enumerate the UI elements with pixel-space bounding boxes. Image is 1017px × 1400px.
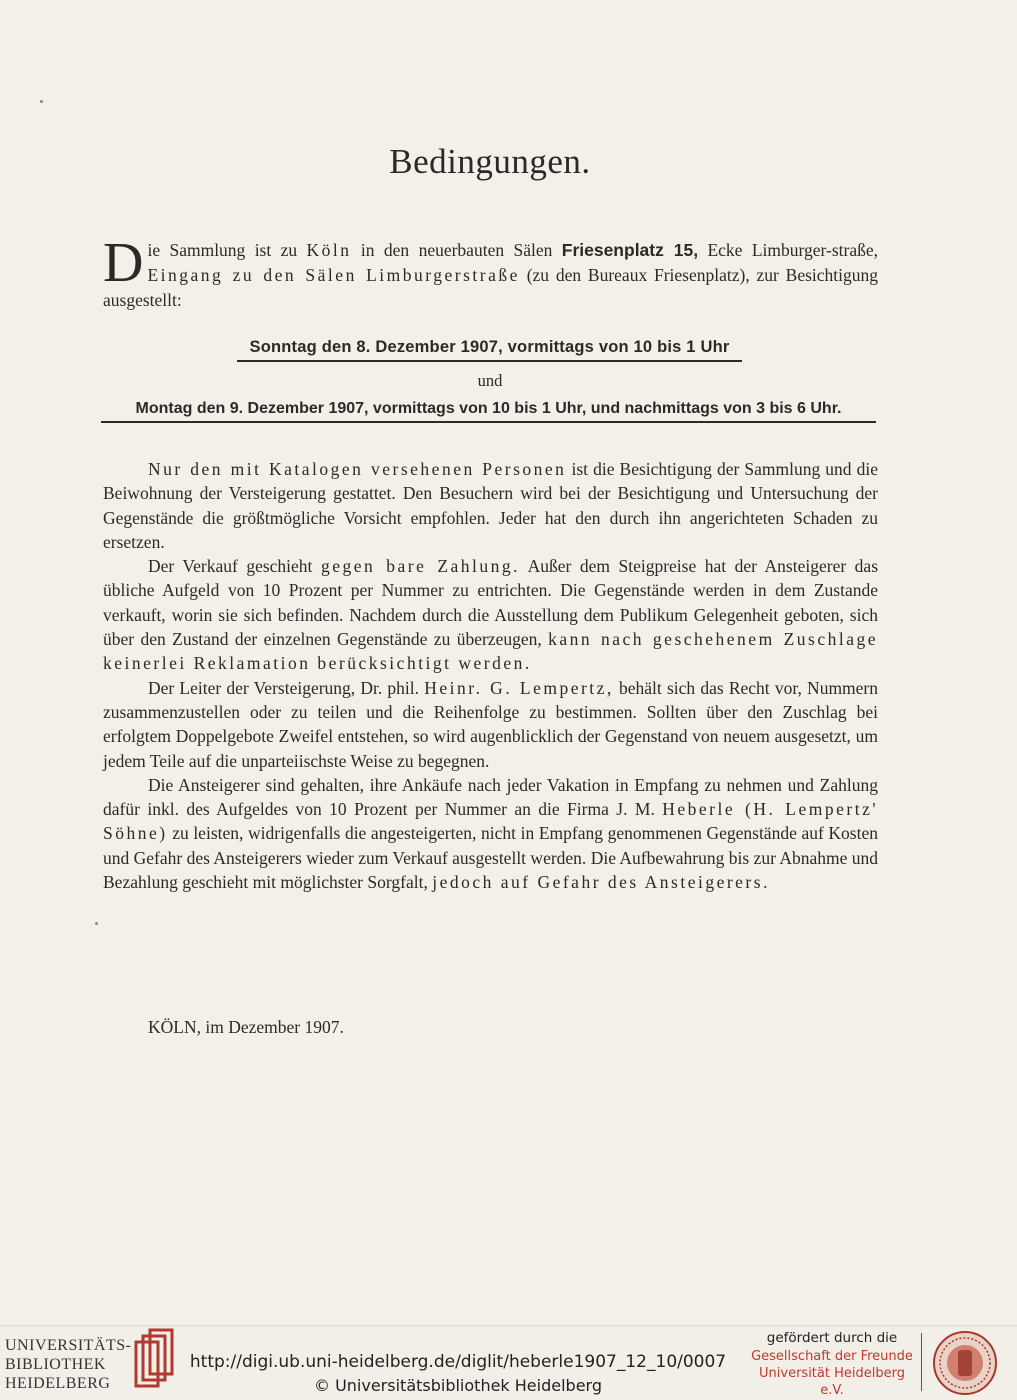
schedule-connector: und [477,371,503,390]
paragraph-viewing: Nur den mit Katalogen versehenen Personen ist die Besichtigung der Sammlung und die Beiwohnung der Versteigerung gestattet. Den Besuchern wird bei der Besichtigung und Untersuchung der Gegenstände die größtmögliche Vorsicht empfohlen. Jeder hat den durch ihn angerichteten Schaden zu ersetzen. [103,459,878,552]
paragraph-auctioneer: Der Leiter der Versteigerung, Dr. phil. Heinr. G. Lempertz, behält sich das Recht vor, Nummern zusammenzustellen oder zu teilen und die Reihenfolge zu bestimmen. Sollten über den Zuschlag bei erfolgtem Doppelgebote Zweifel entstehen, so wird augenblicklich der Gegenstand von neuem ausgesetzt, um jedem Teile auf die unparteiischste Weise zu begegnen. [103,677,879,771]
sponsor-label: gefördert durch die [766,1330,898,1346]
intro-paragraph: Die Sammlung ist zu Köln in den neuerbauten Sälen Friesenplatz 15, Ecke Limburger-straße, Eingang zu den Sälen Limburgerstraße (zu den Bureaux Friesenplatz), zur Besichtigung ausgestellt: [103,232,878,310]
footer-divider [921,1333,922,1391]
closing-line: KÖLN, im Dezember 1907. [148,1017,344,1037]
paragraph-payment: Der Verkauf geschieht gegen bare Zahlung. Außer dem Steigpreise hat der Ansteigerer das übliche Aufgeld von 10 Prozent per Nummer zu entrichten. Die Gegenstände werden in dem Zustande verkauft, worin sie sich befinden. Nachdem durch die Ausstellung dem Publikum Gelegenheit geboten, sich über den Zustand der einzelnen Gegenstände zu überzeugen, kann nach geschehenem Zuschlage keinerlei Reklamation berücksichtigt werden. [103,556,879,674]
permalink-url[interactable]: http://digi.ub.uni-heidelberg.de/diglit/heberle1907_12_10/0007 [189,1352,727,1372]
ub-heidelberg-logo-icon [133,1328,175,1396]
copyright-notice: © Universitätsbibliothek Heidelberg [313,1376,602,1395]
conditions-body [103,457,878,894]
schedule-sunday: Sonntag den 8. Dezember 1907, vormittags von 10 bis 1 Uhr [237,338,742,362]
schedule-monday: Montag den 9. Dezember 1907, vormittags von 10 bis 1 Uhr, und nachmittags von 3 bis 6 Uhr. [101,400,876,423]
library-name: UNIVERSITÄTS- BIBLIOTHEK HEIDELBERG [5,1337,132,1392]
drop-cap: D [103,232,144,294]
sponsor-name: Gesellschaft der Freunde Universität Heidelberg e.V. [751,1349,913,1398]
page-title: Bedingungen. [389,142,591,181]
paper-speck [40,100,43,103]
paragraph-collection: Die Ansteigerer sind gehalten, ihre Ankäufe nach jeder Vakation in Empfang zu nehmen und Zahlung dafür inkl. des Aufgeldes von 10 Prozent per Nummer an die Firma J. M. Heberle (H. Lempertz' Söhne) zu leisten, widrigenfalls die angesteigerten, nicht in Empfang genommenen Gegenstände auf Kosten und Gefahr des Ansteigerers wieder zum Verkauf ausgestellt werden. Die Aufbewahrung bis zur Abnahme und Bezahlung geschieht mit möglichster Sorgfalt, jedoch auf Gefahr des Ansteigerers. [103,774,879,893]
paper-speck [95,922,98,925]
address-text: Friesenplatz 15, [561,240,699,260]
university-seal-icon [930,1330,1000,1396]
